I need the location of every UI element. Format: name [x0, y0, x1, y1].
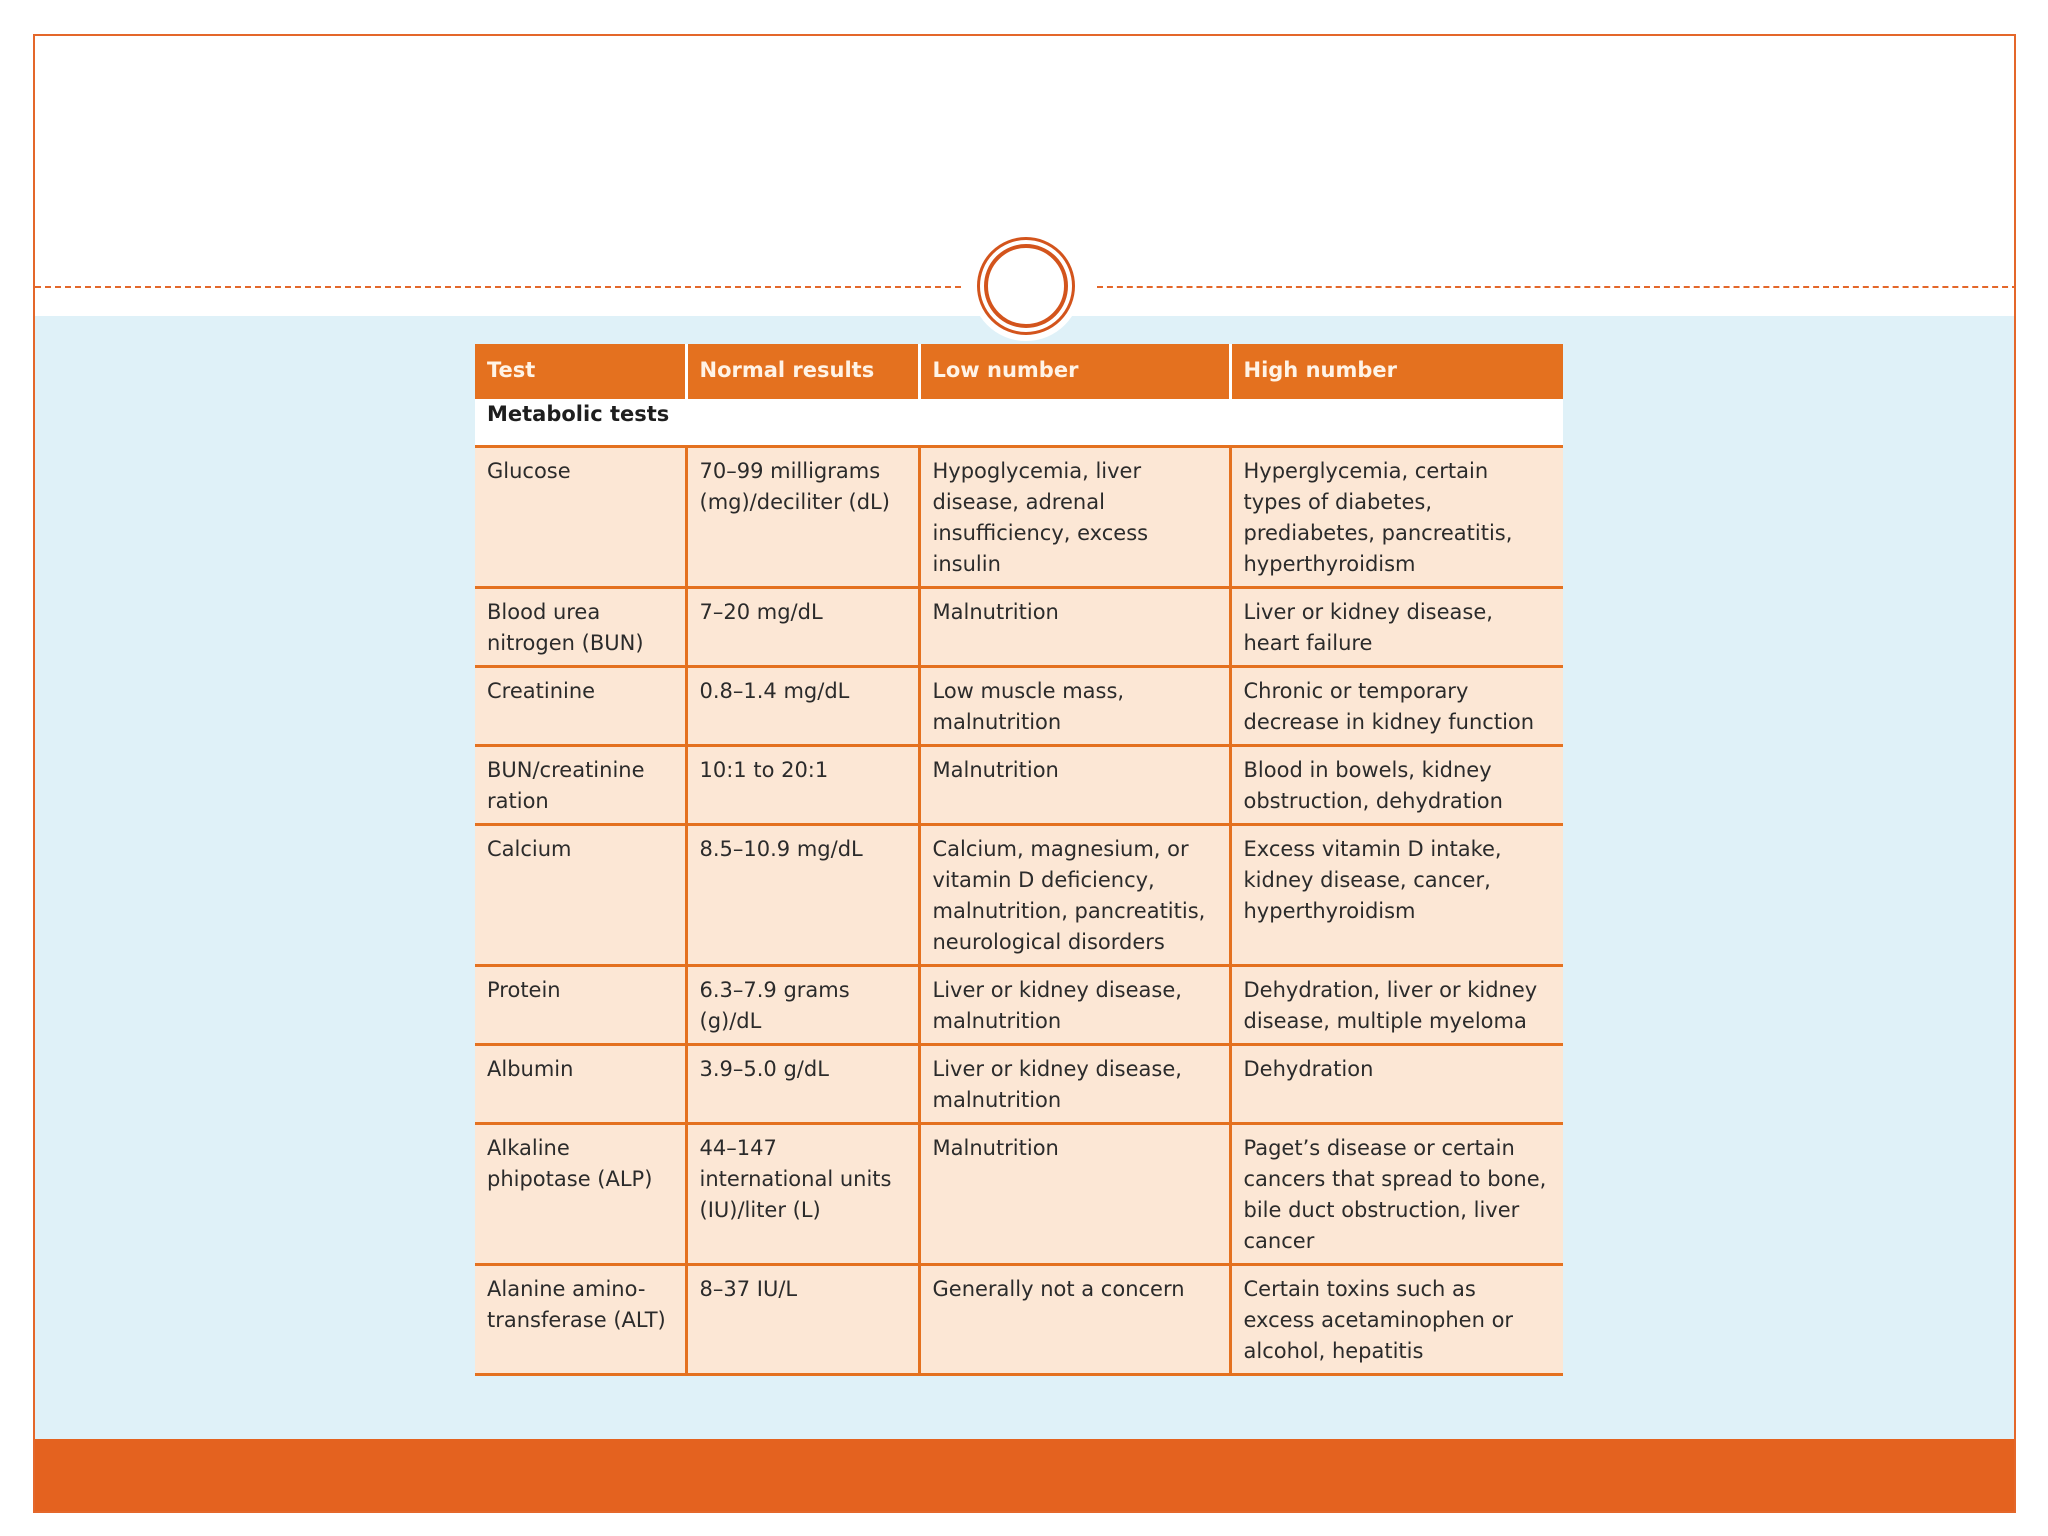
cell-high: Hyperglycemia, certain types of diabetes, prediabetes, pancreatitis, hyperthyroidism: [1230, 447, 1563, 588]
circle-ornament-icon: [971, 231, 1081, 341]
table-row: [475, 1124, 1563, 1265]
cell-low: Malnutrition: [919, 1124, 1230, 1265]
cell-low: Liver or kidney disease, malnutrition: [919, 966, 1230, 1045]
table-row: [475, 588, 1563, 667]
cell-normal: 44–147 international units (IU)/liter (L): [686, 1124, 919, 1265]
cell-low: Liver or kidney disease, malnutrition: [919, 1045, 1230, 1124]
ornament-inner-ring: [984, 244, 1068, 328]
cell-normal: 3.9–5.0 g/dL: [686, 1045, 919, 1124]
cell-high: Chronic or temporary decrease in kidney function: [1230, 667, 1563, 746]
cell-test: Creatinine: [475, 667, 686, 746]
footer-bar: [35, 1439, 2014, 1511]
table-row: [475, 966, 1563, 1045]
cell-test: Albumin: [475, 1045, 686, 1124]
cell-normal: 70–99 milligrams (mg)/deciliter (dL): [686, 447, 919, 588]
cell-low: Hypoglycemia, liver disease, adrenal insufficiency, excess insulin: [919, 447, 1230, 588]
header-normal-results: Normal results: [686, 344, 919, 398]
cell-normal: 6.3–7.9 grams (g)/dL: [686, 966, 919, 1045]
cell-test: BUN/creatinine ration: [475, 746, 686, 825]
title-divider-right: [1097, 286, 2016, 288]
table-row: [475, 825, 1563, 966]
header-high-number: High number: [1230, 344, 1563, 398]
metabolic-tests-table: [475, 344, 1563, 1376]
cell-normal: 7–20 mg/dL: [686, 588, 919, 667]
cell-low: Calcium, magnesium, or vitamin D deficiency, malnutrition, pancreatitis, neurological disorders: [919, 825, 1230, 966]
cell-high: Excess vitamin D intake, kidney disease, cancer, hyperthyroidism: [1230, 825, 1563, 966]
section-label: Metabolic tests: [475, 398, 1563, 447]
cell-normal: 8–37 IU/L: [686, 1265, 919, 1375]
cell-high: Paget’s disease or certain cancers that spread to bone, bile duct obstruction, liver cancer: [1230, 1124, 1563, 1265]
cell-normal: 0.8–1.4 mg/dL: [686, 667, 919, 746]
table-header-row: [475, 344, 1563, 398]
table-row: [475, 447, 1563, 588]
cell-test: Alkaline phipotase (ALP): [475, 1124, 686, 1265]
cell-high: Dehydration: [1230, 1045, 1563, 1124]
cell-normal: 8.5–10.9 mg/dL: [686, 825, 919, 966]
table-row: [475, 1045, 1563, 1124]
cell-high: Blood in bowels, kidney obstruction, dehydration: [1230, 746, 1563, 825]
header-low-number: Low number: [919, 344, 1230, 398]
header-test: Test: [475, 344, 686, 398]
cell-high: Certain toxins such as excess acetaminophen or alcohol, hepatitis: [1230, 1265, 1563, 1375]
cell-test: Glucose: [475, 447, 686, 588]
table-row: [475, 1265, 1563, 1375]
cell-test: Blood urea nitrogen (BUN): [475, 588, 686, 667]
cell-test: Protein: [475, 966, 686, 1045]
cell-test: Alanine amino-transferase (ALT): [475, 1265, 686, 1375]
cell-high: Liver or kidney disease, heart failure: [1230, 588, 1563, 667]
table-row: [475, 746, 1563, 825]
table-row: [475, 667, 1563, 746]
cell-low: Low muscle mass, malnutrition: [919, 667, 1230, 746]
title-divider-left: [35, 286, 961, 288]
cell-low: Malnutrition: [919, 746, 1230, 825]
cell-high: Dehydration, liver or kidney disease, multiple myeloma: [1230, 966, 1563, 1045]
cell-normal: 10:1 to 20:1: [686, 746, 919, 825]
cell-test: Calcium: [475, 825, 686, 966]
section-row: [475, 398, 1563, 447]
cell-low: Malnutrition: [919, 588, 1230, 667]
cell-low: Generally not a concern: [919, 1265, 1230, 1375]
